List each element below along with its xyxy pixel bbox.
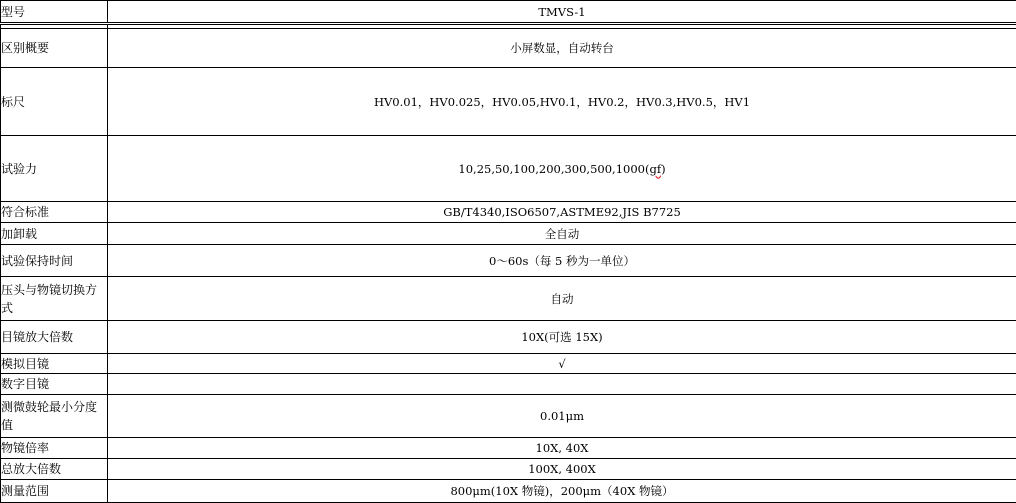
row-value-range: 800μm(10X 物镜)，200μm（40X 物镜）: [108, 480, 1016, 503]
test-force-unit: gf: [649, 162, 661, 176]
table-row: [1, 68, 1016, 136]
row-label-switch-mode: 压头与物镜切换方式: [1, 277, 108, 321]
row-value-hold-time: 0～60s（每 5 秒为一单位）: [108, 245, 1016, 277]
row-label-scale: 标尺: [1, 68, 108, 136]
table-row: [1, 136, 1016, 202]
table-row: [1, 202, 1016, 223]
row-value-total-mag: 100X, 400X: [108, 459, 1016, 480]
row-value-analog-eyepiece: √: [108, 354, 1016, 374]
table-row: [1, 480, 1016, 503]
row-label-model: 型号: [1, 1, 108, 24]
row-value-digital-eyepiece: [108, 374, 1016, 395]
row-value-standards: GB/T4340,ISO6507,ASTME92,JIS B7725: [108, 202, 1016, 223]
table-row: [1, 459, 1016, 480]
table-row: [1, 438, 1016, 459]
table-row: [1, 1, 1016, 24]
table-row: [1, 29, 1016, 68]
table-row: [1, 374, 1016, 395]
row-label-objective-mag: 物镜倍率: [1, 438, 108, 459]
row-value-drum-division: 0.01μm: [108, 395, 1016, 438]
row-label-analog-eyepiece: 模拟目镜: [1, 354, 108, 374]
row-label-summary: 区别概要: [1, 29, 108, 68]
table-row: [1, 395, 1016, 438]
table-row: [1, 245, 1016, 277]
row-value-loading: 全自动: [108, 223, 1016, 245]
row-label-test-force: 试验力: [1, 136, 108, 202]
row-label-drum-division: 测微鼓轮最小分度值: [1, 395, 108, 438]
test-force-close: ): [661, 162, 666, 176]
test-force-values: 10,25,50,100,200,300,500,1000(: [458, 162, 649, 176]
row-label-loading: 加卸载: [1, 223, 108, 245]
row-value-objective-mag: 10X, 40X: [108, 438, 1016, 459]
table-row: [1, 277, 1016, 321]
table-row: [1, 354, 1016, 374]
row-label-range: 测量范围: [1, 480, 108, 503]
row-value-summary: 小屏数显，自动转台: [108, 29, 1016, 68]
row-label-hold-time: 试验保持时间: [1, 245, 108, 277]
row-label-digital-eyepiece: 数字目镜: [1, 374, 108, 395]
row-label-eyepiece-mag: 目镜放大倍数: [1, 321, 108, 354]
row-value-model: TMVS-1: [108, 1, 1016, 24]
row-label-standards: 符合标准: [1, 202, 108, 223]
row-value-switch-mode: 自动: [108, 277, 1016, 321]
row-value-eyepiece-mag: 10X(可选 15X): [108, 321, 1016, 354]
row-value-scale: HV0.01，HV0.025，HV0.05,HV0.1，HV0.2，HV0.3,HV0.5，HV1: [108, 68, 1016, 136]
table-row: [1, 223, 1016, 245]
row-value-test-force: [108, 136, 1016, 202]
row-label-total-mag: 总放大倍数: [1, 459, 108, 480]
table-row: [1, 321, 1016, 354]
